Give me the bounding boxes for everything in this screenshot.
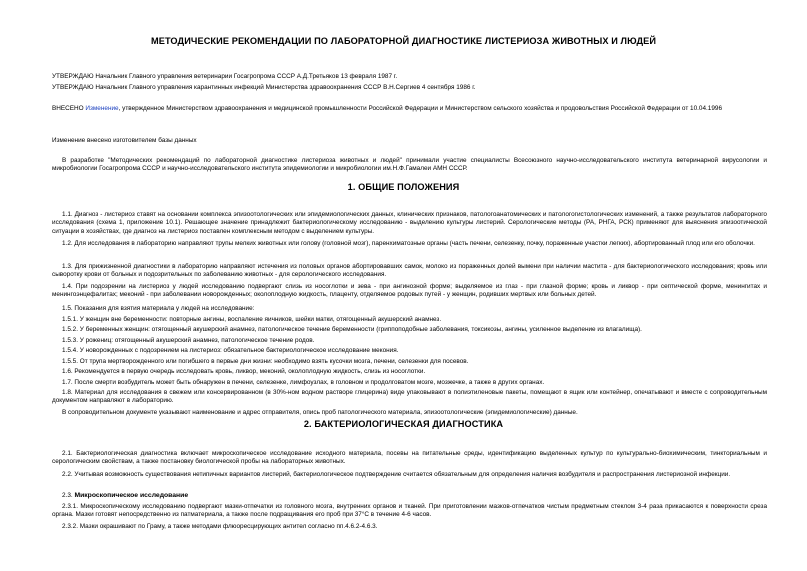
- paragraph-1-5-1: 1.5.1. У женщин вне беременности: повторные ангины, воспаление яичников, шейки матки, отягощенный акушерский анамнез.: [62, 316, 442, 323]
- subsection-title: Микроскопическое исследование: [74, 492, 189, 499]
- paragraph-2-3-2: 2.3.2. Мазки окрашивают по Граму, а также методами флюоресцирующих антител согласно пп.4.6.2-4.6.3.: [62, 523, 378, 530]
- paragraph-1-8: 1.8. Материал для исследования в свежем или консервированном (в 30%-ном водном растворе глицерина) виде упаковывают в полиэтиленовые пакеты, помещают в ящик или контейнер, опечатывают и вместе с сопроводительным документом направляют в лабораторию.: [52, 389, 767, 405]
- paragraph-1-6: 1.6. Рекомендуется в первую очередь исследовать кровь, ликвор, меконий, околоплодную жидкость, слизь из носоглотки.: [62, 368, 426, 375]
- amendment-note: [52, 105, 767, 113]
- section-heading-2: 2. БАКТЕРИОЛОГИЧЕСКАЯ ДИАГНОСТИКА: [303, 419, 504, 429]
- paragraph-2-1: 2.1. Бактериологическая диагностика включает микроскопическое исследование исходного материала, посевы на питательные среды, идентификацию выделенных культур по культурально-биохимическим, тинкториальным и серологическим свойствам, а также постановку биологической пробы на лабораторных животных.: [52, 450, 767, 466]
- amendment-db-note: Изменение внесено изготовителем базы данных: [52, 137, 197, 144]
- paragraph-1-8-note: В сопроводительном документе указывают наименование и адрес отправителя, опись проб патологического материала, эпизоотологические (эпидемиологические) данные.: [62, 409, 578, 416]
- paragraph-1-5-5: 1.5.5. От трупа мертворожденного или погибшего в первые дни жизни: необходимо взять кусочки мозга, печени, селезенки для посевов.: [62, 358, 469, 365]
- amendment-link[interactable]: Изменение: [85, 105, 119, 112]
- section-heading-1: 1. ОБЩИЕ ПОЛОЖЕНИЯ: [347, 182, 460, 192]
- amendment-text: , утвержденное Министерством здравоохранения и медицинской промышленности Российской Федерации и Министерством сельского хозяйства и продовольствия Российской Федерации от 10.04.1996: [118, 105, 723, 112]
- paragraph-1-5-4: 1.5.4. У новорожденных с подозрением на листериоз: обязательное бактериологическое исследование мекония.: [62, 347, 399, 354]
- intro-paragraph: В разработке "Методических рекомендаций по лабораторной диагностике листериоза животных и людей" принимали участие специалисты Всесоюзного научно-исследовательского института ветеринарной вирусологии и микробиологии Госагропрома СССР и научно-исследовательского института эпидемиологии и микробиологии им.Н.Ф.Гамалеи АМН СССР.: [52, 157, 767, 173]
- paragraph-2-3-1: 2.3.1. Микроскопическому исследованию подвергают мазки-отпечатки из головного мозга, внутренних органов и тканей. При приготовлении мазков-отпечатков чистым предметным стеклом 3-4 раза прикасаются к поверхности среза органа. Мазки готовят непосредственно из патматериала, а также после подращивания его проб при 37°С в течение 4-6 часов.: [52, 503, 767, 519]
- paragraph-1-7: 1.7. После смерти возбудитель может быть обнаружен в печени, селезенке, лимфоузлах, в головном и продолговатом мозге, мозжечке, а также в других органах.: [62, 379, 545, 386]
- paragraph-1-2: 1.2. Для исследования в лабораторию направляют трупы мелких животных или голову (головной мозг), паренхиматозные органы (часть печени, селезенку, почку, пораженные участки легких), абортированный плод или его оболочки.: [62, 240, 755, 247]
- subsection-2-3: [52, 492, 767, 500]
- document-title: МЕТОДИЧЕСКИЕ РЕКОМЕНДАЦИИ ПО ЛАБОРАТОРНОЙ ДИАГНОСТИКЕ ЛИСТЕРИОЗА ЖИВОТНЫХ И ЛЮДЕЙ: [150, 36, 657, 46]
- approval-line-2: УТВЕРЖДАЮ Начальник Главного управления карантинных инфекций Министерства здравоохранения СССР В.Н.Сергиев 4 сентября 1986 г.: [52, 84, 476, 91]
- subsection-number: 2.3.: [62, 492, 75, 499]
- paragraph-1-3: 1.3. Для прижизненной диагностики в лабораторию направляют истечения из половых органов абортировавших самок, молоко из пораженных долей вымени при наличии мастита - для бактериологического исследования; кровь или сыворотку крови от больных и подозрительных по заболеванию животных - для серологического исследования.: [52, 263, 767, 279]
- paragraph-1-4: 1.4. При подозрении на листериоз у людей исследованию подвергают слизь из носоглотки и зева - при ангинозной форме; выделяемое из глаз - при глазной форме; кровь и ликвор - при септической форме, менингитах и менингоэнцефалитах; меконий - при заболевании новорожденных; околоплодную жидкость, плаценту, отделяемое родовых путей - у женщин, родивших мертвых или больных детей.: [52, 283, 767, 299]
- paragraph-1-5-3: 1.5.3. У рожениц: отягощенный акушерский анамнез, патологическое течение родов.: [62, 337, 315, 344]
- paragraph-2-2: 2.2. Учитывая возможность существования нетипичных вариантов листерий, бактериологическое подтверждение считается обязательным для определения наличия возбудителя и распространения листериозной инфекции.: [62, 471, 731, 478]
- paragraph-1-5-2: 1.5.2. У беременных женщин: отягощенный акушерский анамнез, патологическое течение беременности (гриппоподобные заболевания, токсикозы, ангины, усиленное выделение из влагалища).: [62, 326, 642, 333]
- approval-line-1: УТВЕРЖДАЮ Начальник Главного управления ветеринарии Госагропрома СССР А.Д.Третьяков 13 февраля 1987 г.: [52, 73, 398, 80]
- paragraph-1-5: 1.5. Показания для взятия материала у людей на исследование:: [62, 305, 255, 312]
- amendment-prefix: ВНЕСЕНО: [52, 105, 86, 112]
- paragraph-1-1: 1.1. Диагноз - листериоз ставят на основании комплекса эпизоотологических или эпидемиологических данных, клинических признаков, патологоанатомических и патологогистологических изменений, а также результатов лабораторного исследования (схема 1, приложение 10.1). Решающее значение принадлежит бактериологическому исследованию - выделению культуры листерий. Серологические методы (РА, РНГА, РСК) применяют для выяснения эпизоотической ситуации в хозяйствах, где диагноз на листериоз поставлен комплексным методом с выделением культуры.: [52, 211, 767, 235]
